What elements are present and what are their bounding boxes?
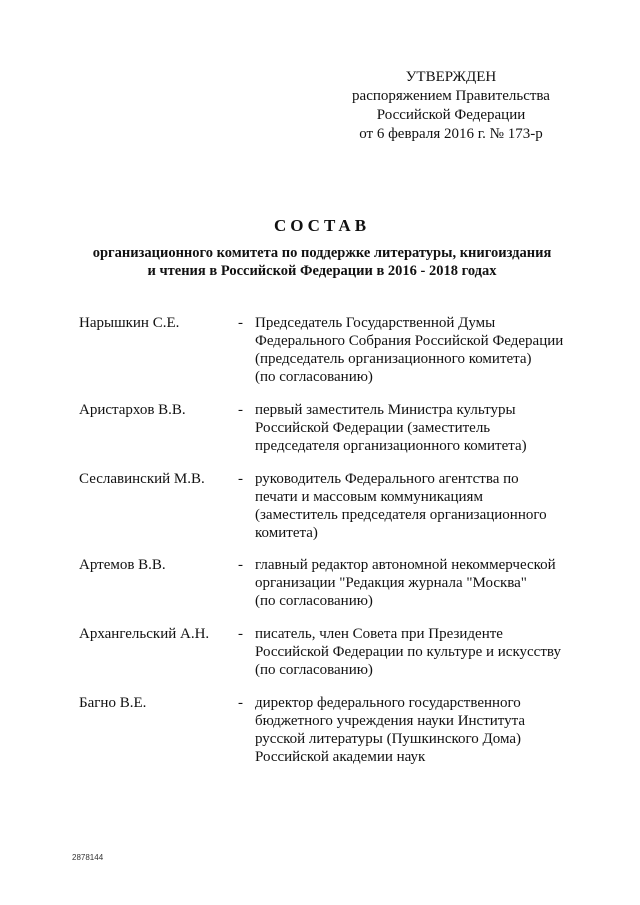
member-name: Артемов В.В. [79, 557, 166, 573]
approval-date-number: от 6 февраля 2016 г. № 173-р [359, 126, 543, 142]
subtitle-line: организационного комитета по поддержке литературы, книгоиздания [92, 245, 552, 261]
role-line: Федерального Собрания Российской Федерации [255, 333, 564, 349]
member-name: Аристархов В.В. [79, 402, 186, 418]
member-name: Сеславинский М.В. [79, 471, 205, 487]
role-line: (по согласованию) [255, 593, 373, 609]
role-line: комитета) [255, 525, 318, 541]
role-line: бюджетного учреждения науки Института [255, 713, 526, 729]
approval-line: распоряжением Правительства [352, 88, 550, 104]
subtitle-line: и чтения в Российской Федерации в 2016 - 2018 годах [147, 263, 497, 279]
member-role [255, 401, 527, 455]
member-role [255, 314, 563, 386]
role-line: Российской академии наук [255, 749, 426, 765]
member-role [255, 470, 547, 542]
role-line: первый заместитель Министра культуры [255, 402, 516, 418]
role-line: председателя организационного комитета) [255, 438, 527, 454]
role-line: директор федерального государственного [255, 695, 521, 711]
member-name: Багно В.Е. [79, 695, 147, 711]
role-line: Российской Федерации (заместитель [255, 420, 491, 436]
document-id-number: 2878144 [72, 853, 104, 862]
role-line: (по согласованию) [255, 369, 373, 385]
role-line: печати и массовым коммуникациям [255, 489, 483, 505]
member-dash: - [238, 315, 243, 331]
member-role [255, 625, 561, 679]
member-dash: - [238, 626, 243, 642]
role-line: Российской Федерации по культуре и искусству [255, 644, 561, 660]
member-name: Архангельский А.Н. [79, 626, 210, 642]
member-dash: - [238, 402, 243, 418]
approval-line: Российской Федерации [376, 107, 526, 123]
member-role [255, 694, 525, 766]
role-line: главный редактор автономной некоммерческой [255, 557, 556, 573]
role-line: (заместитель председателя организационного [255, 507, 547, 523]
member-name: Нарышкин С.Е. [79, 315, 180, 331]
member-dash: - [238, 471, 243, 487]
document-subtitle [72, 244, 572, 280]
document-title: СОСТАВ [273, 216, 371, 235]
role-line: организации "Редакция журнала "Москва" [255, 575, 527, 591]
role-line: русской литературы (Пушкинского Дома) [255, 731, 522, 747]
approval-stamp [340, 68, 562, 144]
role-line: Председатель Государственной Думы [255, 315, 496, 331]
approval-heading: УТВЕРЖДЕН [405, 69, 497, 85]
member-role [255, 556, 556, 610]
role-line: (по согласованию) [255, 662, 373, 678]
role-line: писатель, член Совета при Президенте [255, 626, 503, 642]
member-dash: - [238, 695, 243, 711]
role-line: (председатель организационного комитета) [255, 351, 532, 367]
role-line: руководитель Федерального агентства по [255, 471, 519, 487]
member-dash: - [238, 557, 243, 573]
